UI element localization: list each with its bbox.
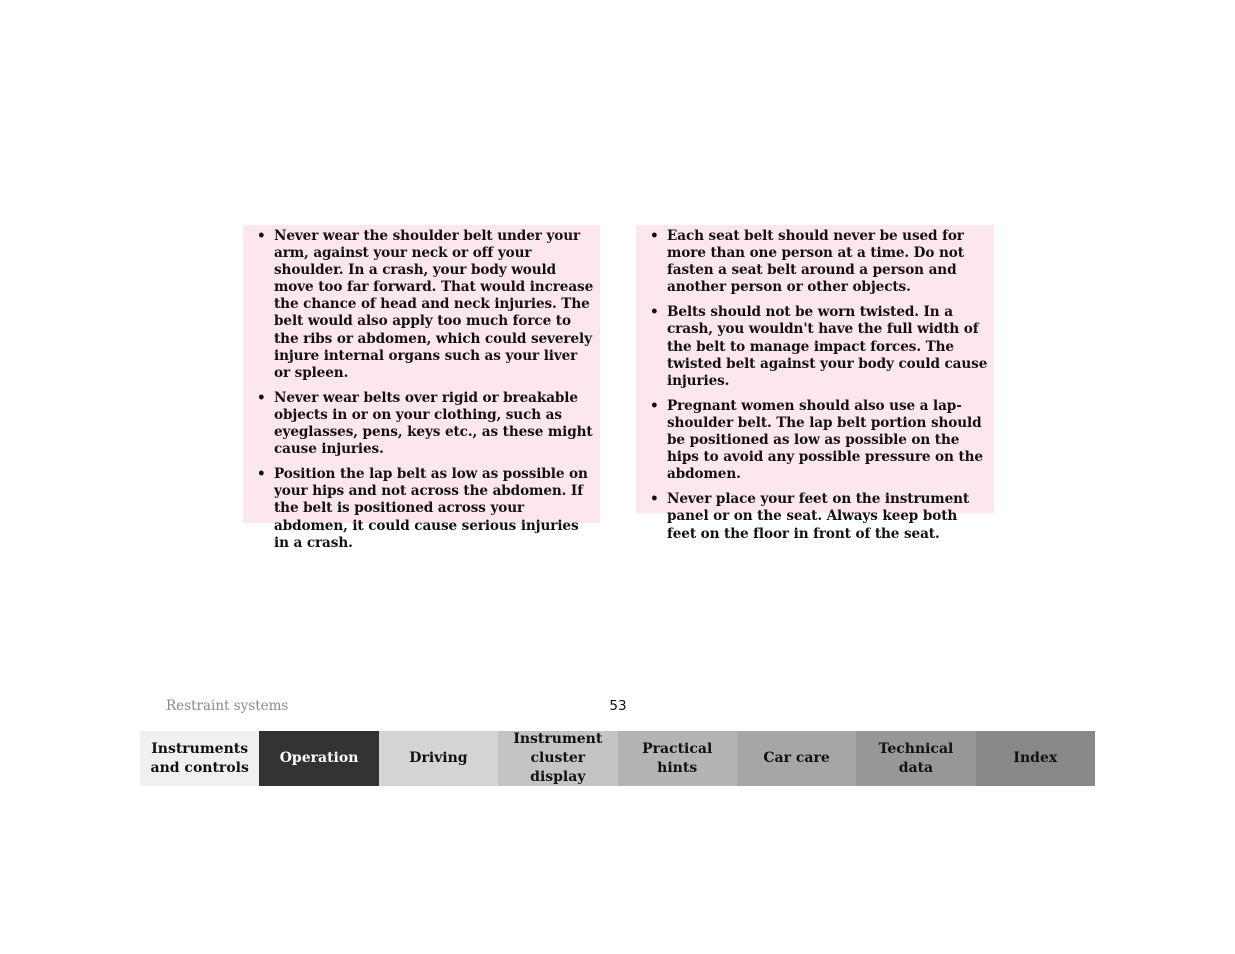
nav-tab-practical-hints[interactable]: Practical hints bbox=[618, 731, 737, 786]
bullet-icon: • bbox=[257, 228, 266, 244]
nav-tab-index[interactable]: Index bbox=[976, 731, 1095, 786]
section-label: Restraint systems bbox=[166, 698, 289, 714]
warning-text: Never wear belts over rigid or breakable objects in or on your clothing, such as eyeglasses, pens, keys etc., as these might cause injuries. bbox=[274, 389, 593, 458]
nav-tab-car-care[interactable]: Car care bbox=[737, 731, 856, 786]
warning-item bbox=[650, 398, 988, 483]
chapter-nav bbox=[140, 731, 1095, 786]
warning-text: Position the lap belt as low as possible on your hips and not across the abdomen. If the belt is positioned across your abdomen, it could cause serious injuries in a crash. bbox=[274, 466, 588, 551]
warning-box-right bbox=[636, 225, 994, 542]
warning-text: Never place your feet on the instrument panel or on the seat. Always keep both feet on the floor in front of the seat. bbox=[667, 491, 970, 542]
warning-text: Pregnant women should also use a lap-shoulder belt. The lap belt portion should be positioned as low as possible on the hips to avoid any possible pressure on the abdomen. bbox=[667, 397, 983, 483]
warning-text: Each seat belt should never be used for more than one person at a time. Do not fasten a seat belt around a person and another person or other objects. bbox=[667, 228, 964, 296]
bullet-icon: • bbox=[650, 397, 659, 414]
warning-box-left bbox=[243, 225, 600, 551]
nav-tab-instrument-cluster-display[interactable]: Instrument cluster display bbox=[498, 731, 617, 786]
nav-tab-technical-data[interactable]: Technical data bbox=[856, 731, 975, 786]
bullet-icon: • bbox=[650, 304, 659, 321]
bullet-icon: • bbox=[257, 389, 266, 406]
page-number: 53 bbox=[609, 698, 627, 714]
warning-list-right bbox=[650, 228, 988, 543]
warning-item bbox=[650, 304, 988, 389]
warning-list-left bbox=[257, 228, 594, 552]
bullet-icon: • bbox=[257, 466, 266, 483]
nav-tab-driving[interactable]: Driving bbox=[379, 731, 498, 786]
warning-item bbox=[257, 466, 594, 551]
warning-text: Belts should not be worn twisted. In a crash, you wouldn't have the full width of the belt to manage impact forces. The twisted belt against your body could cause injuries. bbox=[667, 304, 988, 389]
warning-item bbox=[257, 390, 594, 458]
bullet-icon: • bbox=[650, 491, 659, 508]
nav-tab-instruments-and-controls[interactable]: Instruments and controls bbox=[140, 731, 259, 786]
nav-tab-operation[interactable]: Operation bbox=[259, 731, 378, 786]
bullet-icon: • bbox=[650, 228, 659, 244]
warning-item bbox=[650, 228, 988, 296]
warning-item bbox=[650, 491, 988, 542]
warning-text: Never wear the shoulder belt under your arm, against your neck or off your shoulder. In a crash, your body would move too far forward. That would increase the chance of head and neck injuries. The belt would also apply too much force to the ribs or abdomen, which could severely injure internal organs such as your liver or spleen. bbox=[274, 228, 594, 381]
warning-item bbox=[257, 228, 594, 382]
